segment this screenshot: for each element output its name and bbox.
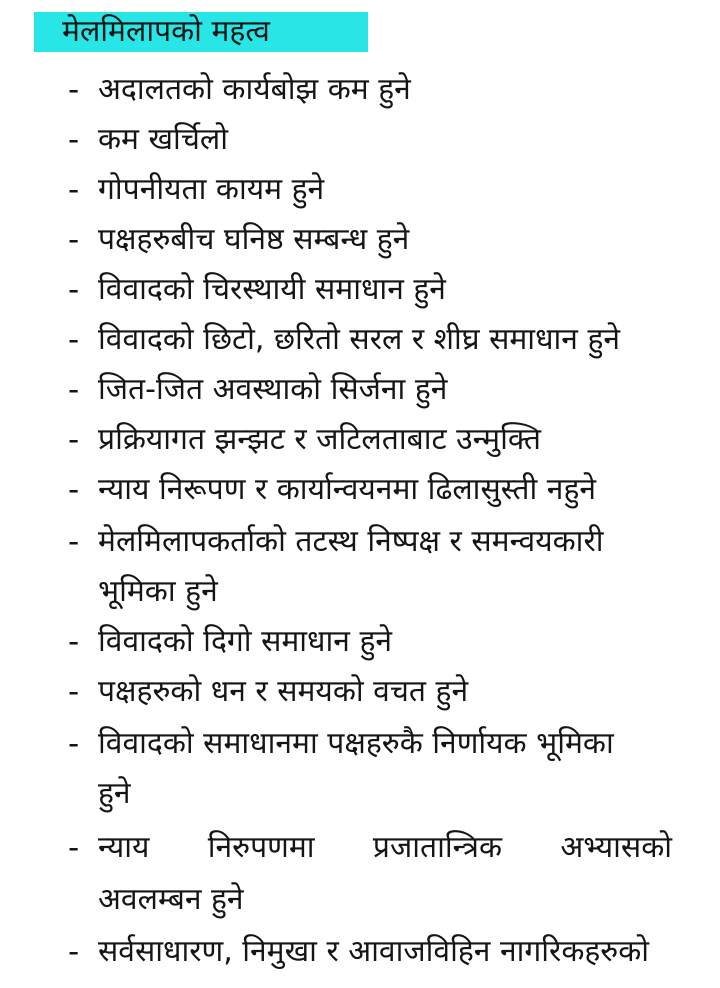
bullet-dash: - [68, 624, 80, 660]
bullet-dash: - [68, 830, 80, 866]
bullet-dash: - [68, 934, 80, 970]
list-item-text-continued: हुने [98, 776, 131, 811]
list-item-text: कम खर्चिलो [98, 122, 228, 157]
list-item-text: विवादको छिटो, छरितो सरल र शीघ्र समाधान हुने [98, 322, 621, 357]
bullet-dash: - [68, 422, 80, 458]
list-item-text: प्रक्रियागत झन्झट र जटिलताबाट उन्मुक्ति [98, 422, 542, 457]
list-item-text: गोपनीयता कायम हुने [98, 172, 325, 207]
bullet-dash: - [68, 372, 80, 408]
bullet-dash: - [68, 472, 80, 508]
list-item-text-continued: अवलम्बन हुने [98, 882, 244, 917]
list-item-text: अदालतको कार्यबोझ कम हुने [98, 72, 411, 107]
bullet-dash: - [68, 524, 80, 560]
list-item-text: विवादको दिगो समाधान हुने [98, 624, 393, 659]
list-item-text: मेलमिलापकर्ताको तटस्थ निष्पक्ष र समन्वयकारी [98, 524, 604, 559]
bullet-dash: - [68, 726, 80, 762]
list-item-text: न्याय निरुपणमा प्रजातान्त्रिक अभ्यासको [98, 830, 672, 865]
bullet-dash: - [68, 172, 80, 208]
list-item-text: पक्षहरुको धन र समयको वचत हुने [98, 674, 469, 709]
list-item-text: न्याय निरूपण र कार्यान्वयनमा ढिलासुस्ती नहुने [98, 472, 597, 507]
bullet-dash: - [68, 272, 80, 308]
list-item-text: विवादको चिरस्थायी समाधान हुने [98, 272, 446, 307]
bullet-dash: - [68, 72, 80, 108]
list-item-text: पक्षहरुबीच घनिष्ठ सम्बन्ध हुने [98, 222, 410, 257]
list-item-text: सर्वसाधारण, निमुखा र आवाजविहिन नागरिकहरुको [98, 934, 650, 969]
list-item-text-continued: भूमिका हुने [98, 574, 218, 609]
list-item-text: जित-जित अवस्थाको सिर्जना हुने [98, 372, 448, 407]
bullet-dash: - [68, 674, 80, 710]
bullet-dash: - [68, 222, 80, 258]
bullet-dash: - [68, 322, 80, 358]
page-title: मेलमिलापको महत्व [62, 14, 270, 49]
bullet-dash: - [68, 122, 80, 158]
list-item-text: विवादको समाधानमा पक्षहरुकै निर्णायक भूमिका [98, 726, 614, 761]
